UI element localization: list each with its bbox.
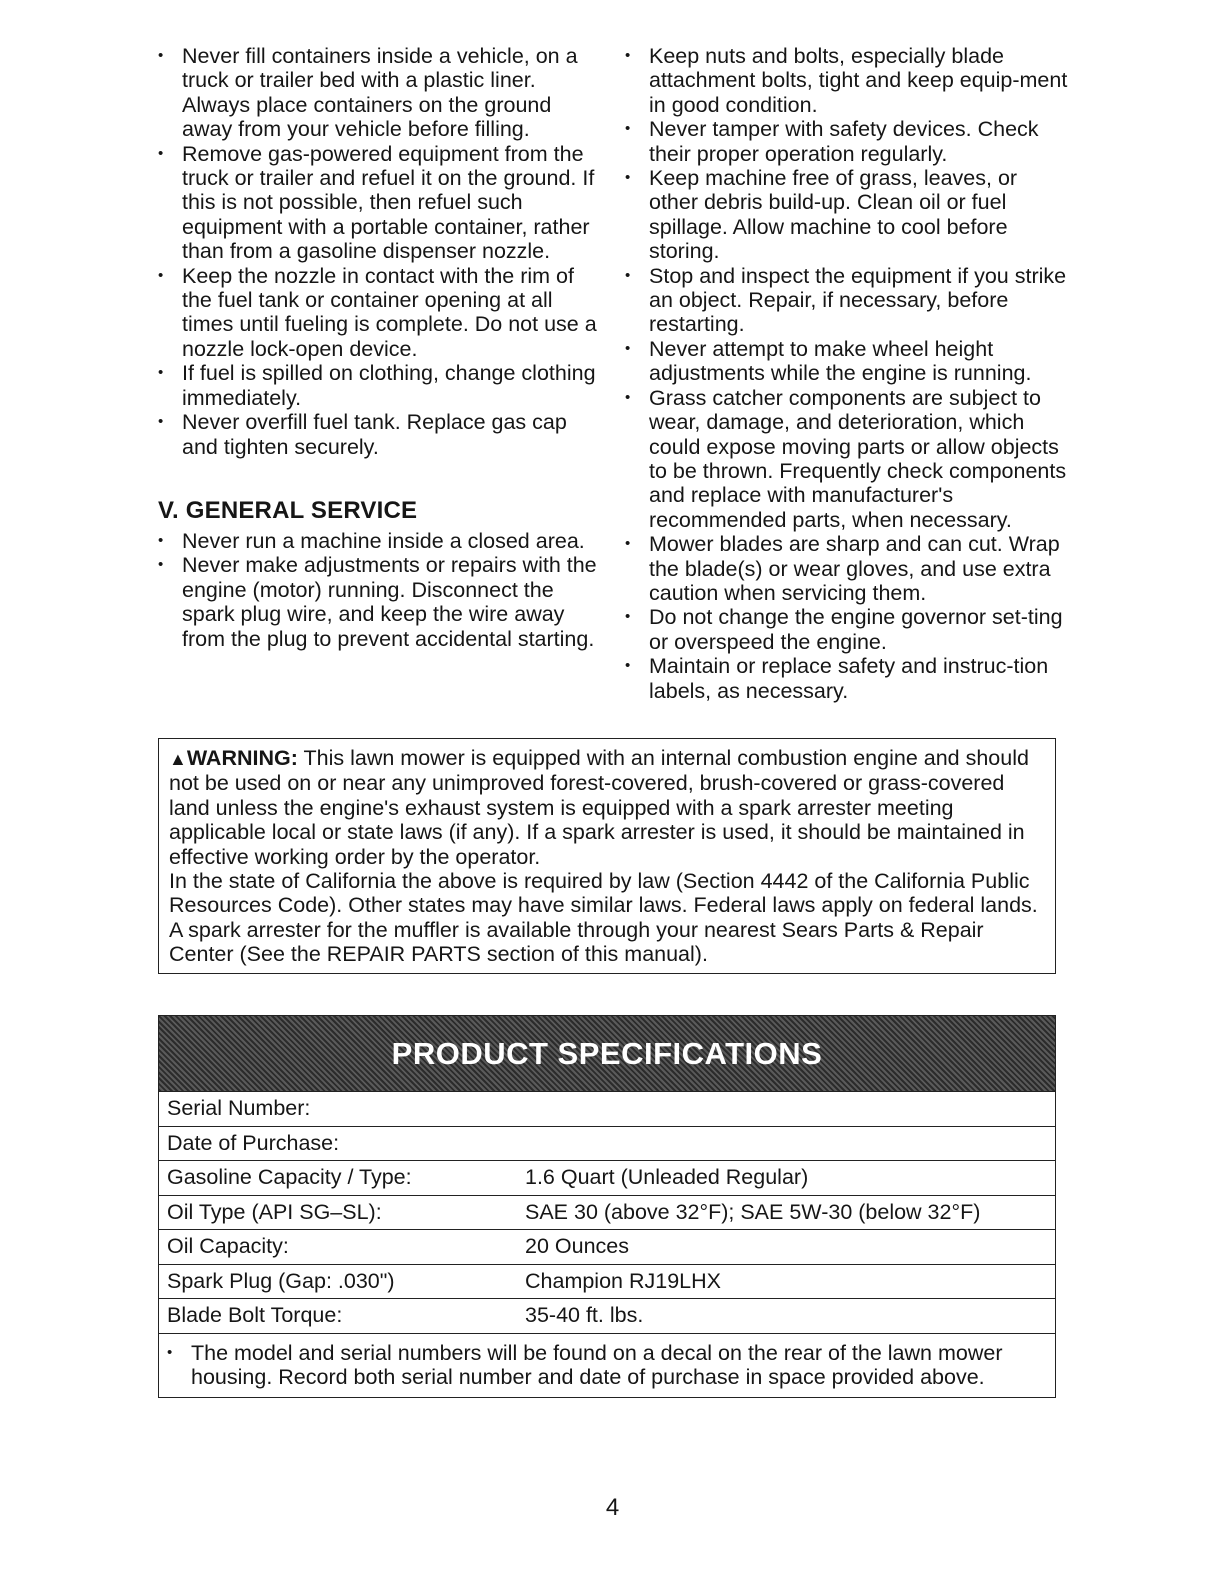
- list-item: [158, 410, 598, 459]
- list-item-text: Grass catcher components are subject to wear, damage, and deterioration, which could expose moving parts or allow objects to be thrown. Frequently check components and replace with manufacturer's recommended parts, when necessary.: [649, 385, 1067, 532]
- warning-box: [158, 738, 1056, 974]
- specs-note: [159, 1333, 1055, 1398]
- list-item-text: Remove gas-powered equipment from the truck or trailer and refuel it on the ground. If this is not possible, then refuel such equipment with a portable container, rather than from a gasoline dispenser nozzle.: [182, 141, 595, 264]
- list-item-text: Maintain or replace safety and instruc-tion labels, as necessary.: [649, 654, 1049, 703]
- bullet-icon: •: [158, 47, 164, 64]
- spec-label: Date of Purchase:: [167, 1130, 340, 1155]
- list-item-text: Mower blades are sharp and can cut. Wrap the blade(s) or wear gloves, and use extra caution when servicing them.: [649, 532, 1060, 605]
- list-item: [158, 44, 598, 142]
- spec-value: 20 Ounces: [525, 1234, 629, 1259]
- list-item: [625, 532, 1070, 605]
- bullet-icon: •: [625, 608, 631, 626]
- list-item: [625, 654, 1070, 703]
- bullet-icon: •: [625, 47, 631, 64]
- list-item-text: Never fill containers inside a vehicle, on a truck or trailer bed with a plastic liner. Always place containers on the ground away from your vehicle before filling.: [182, 44, 578, 142]
- list-item-text: Never run a machine inside a closed area.: [182, 528, 585, 553]
- bullet-icon: •: [158, 144, 164, 162]
- list-item: [625, 44, 1070, 117]
- table-row: [159, 1160, 1055, 1195]
- spec-label: Serial Number:: [167, 1096, 311, 1121]
- note-text: The model and serial numbers will be found on a decal on the rear of the lawn mower housing. Record both serial number and date of purchase in space provided above.: [191, 1340, 1003, 1389]
- spec-label: Gasoline Capacity / Type:: [167, 1165, 412, 1190]
- spec-value: Champion RJ19LHX: [525, 1268, 721, 1293]
- maintenance-safety-list: [625, 44, 1070, 703]
- list-item-text: Keep machine free of grass, leaves, or other debris build-up. Clean oil or fuel spillage. Allow machine to cool before storing.: [649, 166, 1018, 264]
- fueling-safety-list: [158, 44, 598, 459]
- list-item-text: Never make adjustments or repairs with the engine (motor) running. Disconnect the spark plug wire, and keep the wire away from the plug to prevent accidental starting.: [182, 553, 597, 651]
- list-item-text: Stop and inspect the equipment if you strike an object. Repair, if necessary, before restarting.: [649, 263, 1067, 337]
- list-item: [625, 386, 1070, 532]
- spec-value: 1.6 Quart (Unleaded Regular): [525, 1165, 809, 1190]
- list-item: [625, 605, 1070, 654]
- list-item-text: Never attempt to make wheel height adjustments while the engine is running.: [649, 336, 1032, 386]
- bullet-icon: •: [625, 535, 631, 553]
- warning-label: WARNING:: [186, 746, 298, 770]
- list-item: [158, 529, 598, 553]
- list-item: [158, 264, 598, 362]
- bullet-icon: •: [625, 266, 631, 284]
- table-row: [159, 1195, 1055, 1230]
- warning-paragraph-2: In the state of California the above is required by law (Section 4442 of the California Public Resources Code). Other states may have similar laws. Federal laws apply on federal lands. A spark arrester for the muffler is available through your nearest Sears Parts & Repair Center (See the REPAIR PARTS section of this manual).: [169, 869, 1038, 967]
- table-row: [159, 1126, 1055, 1161]
- bullet-icon: •: [158, 556, 164, 574]
- right-column: [625, 44, 1070, 703]
- bullet-icon: •: [158, 364, 164, 382]
- note-list: [167, 1341, 1055, 1390]
- list-item: [625, 117, 1070, 166]
- bullet-icon: •: [158, 531, 164, 549]
- list-item: [625, 264, 1070, 337]
- spec-label: Blade Bolt Torque:: [167, 1303, 343, 1328]
- spec-label: Oil Type (API SG–SL):: [167, 1199, 382, 1224]
- warning-triangle-icon: ▲: [169, 749, 187, 769]
- list-item-text: If fuel is spilled on clothing, change clothing immediately.: [182, 361, 596, 410]
- bullet-icon: •: [158, 266, 164, 284]
- list-item-text: Do not change the engine governor set-ting or overspeed the engine.: [649, 605, 1063, 654]
- table-row: [159, 1229, 1055, 1264]
- list-item: [167, 1341, 1055, 1390]
- list-item: [158, 553, 598, 651]
- bullet-icon: •: [167, 1343, 173, 1361]
- table-row: [159, 1298, 1055, 1333]
- list-item: [158, 142, 598, 264]
- list-item-text: Keep the nozzle in contact with the rim of the fuel tank or container opening at all times until fueling is complete. Do not use a nozzle lock-open device.: [182, 263, 597, 361]
- list-item-text: Keep nuts and bolts, especially blade attachment bolts, tight and keep equip-ment in good condition.: [649, 44, 1068, 117]
- list-item: [625, 166, 1070, 264]
- specs-title: PRODUCT SPECIFICATIONS: [159, 1016, 1055, 1091]
- bullet-icon: •: [625, 120, 631, 138]
- bullet-icon: •: [625, 339, 631, 357]
- bullet-icon: •: [625, 169, 631, 187]
- bullet-icon: •: [625, 657, 631, 675]
- product-specifications-table: [158, 1015, 1056, 1398]
- general-service-list: [158, 529, 598, 651]
- list-item-text: Never overfill fuel tank. Replace gas cap and tighten securely.: [182, 410, 567, 459]
- bullet-icon: •: [625, 388, 631, 406]
- section-heading: V. GENERAL SERVICE: [158, 496, 418, 524]
- spec-label: Oil Capacity:: [167, 1234, 289, 1259]
- list-item-text: Never tamper with safety devices. Check their proper operation regularly.: [649, 117, 1039, 166]
- warning-text: This lawn mower is equipped with an internal combustion engine and should not be used on or near any unimproved forest-covered, brush-covered or grass-covered land unless the engine's exhaust system is equipped with a spark arrester meeting applicable local or state laws (if any). If a spark arrester is used, it should be maintained in effective working order by the operator.: [169, 746, 1029, 869]
- page-number: 4: [605, 1494, 620, 1521]
- table-row: [159, 1264, 1055, 1299]
- list-item: [158, 361, 598, 410]
- list-item: [625, 337, 1070, 386]
- spec-value: 35-40 ft. lbs.: [525, 1303, 644, 1328]
- spec-value: SAE 30 (above 32°F); SAE 5W-30 (below 32°F): [525, 1199, 981, 1224]
- table-row: [159, 1091, 1055, 1126]
- spec-label: Spark Plug (Gap: .030"): [167, 1268, 395, 1293]
- left-column: [158, 44, 598, 651]
- warning-paragraph: [169, 746, 1045, 869]
- bullet-icon: •: [158, 413, 164, 431]
